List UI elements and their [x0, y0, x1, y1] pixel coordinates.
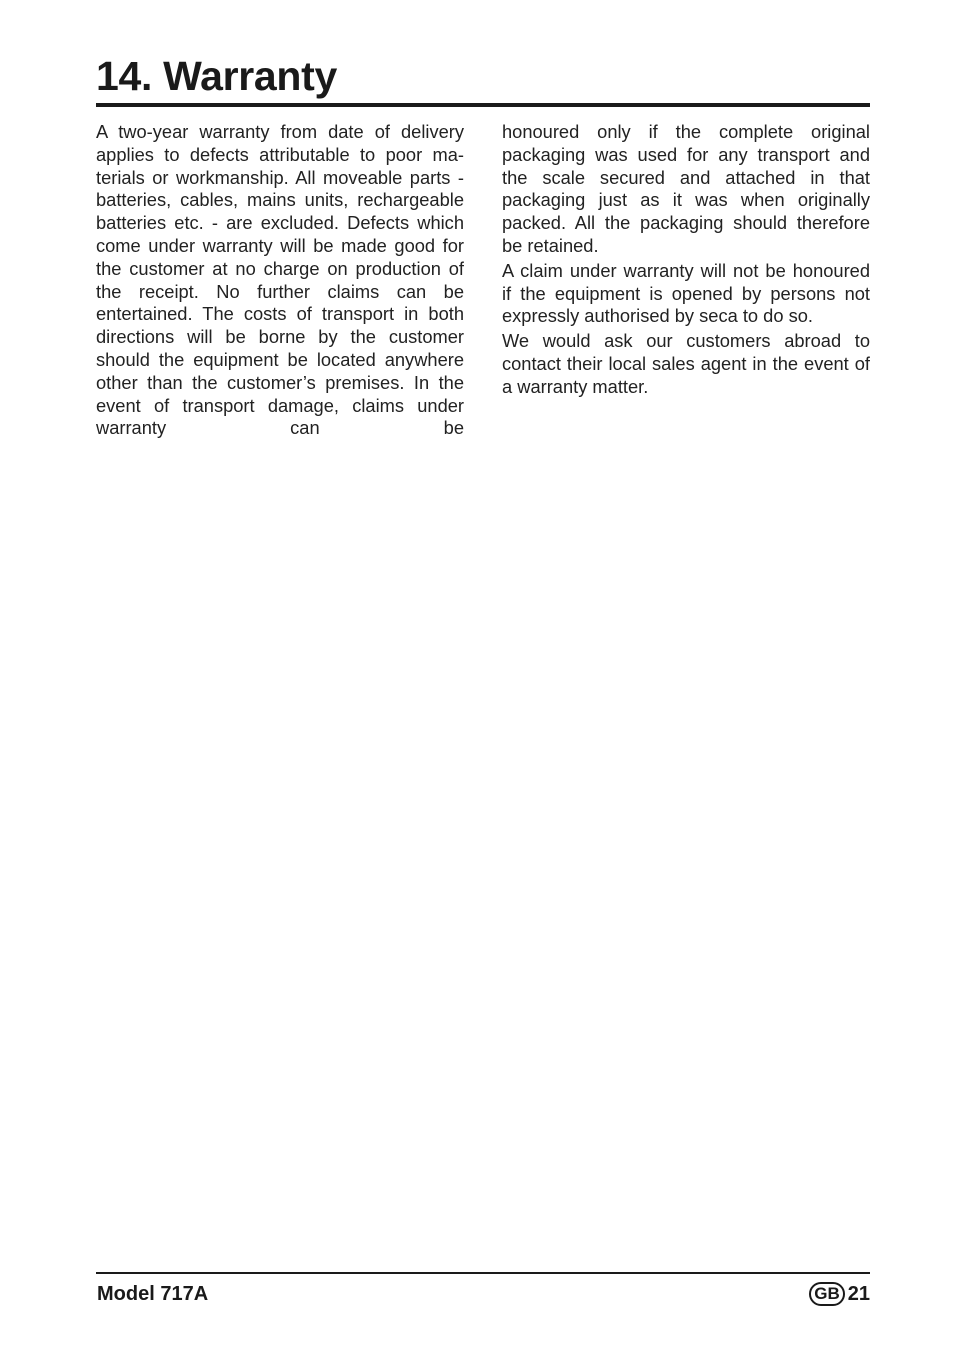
country-code-badge: GB — [809, 1282, 845, 1306]
paragraph: We would ask our customers abroad to contact their local sales agent in the event of a warranty matter. — [502, 330, 870, 397]
footer-model-name: Model 717A — [97, 1283, 209, 1305]
paragraph: honoured only if the complete original packaging was used for any transport and the scale secured and attached in that packaging just as it was when originally packed. All the packaging should therefore be retained. — [502, 121, 870, 256]
paragraph: A two-year warranty from date of delivery applies to defects attributable to poor materials or workmanship. All moveable parts - batteries, cables, mains units, rechargeable batteries etc. - are excluded. Defects which come under warranty will be made good for the customer at no charge on production of the receipt. No further claims can be entertained. The costs of transport in both directions will be borne by the customer should the equipment be located anywhere other than the customer’s premises. In the event of transport damage, claims under warranty can be — [96, 121, 464, 439]
body-text — [96, 121, 870, 442]
footer-divider — [96, 1272, 870, 1274]
title-divider — [96, 103, 870, 107]
footer-page-info — [809, 1281, 870, 1307]
paragraph: A claim under warranty will not be honoured if the equipment is opened by persons not expressly authorised by seca to do so. — [502, 259, 870, 327]
page-number: 21 — [847, 1283, 870, 1305]
left-column — [96, 121, 464, 442]
right-column — [502, 121, 870, 442]
page-title: 14. Warranty — [96, 53, 337, 99]
